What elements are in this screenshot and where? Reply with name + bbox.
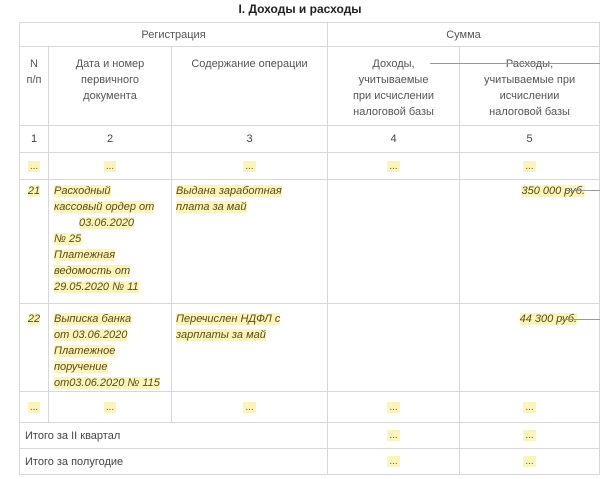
col-number: 4	[328, 126, 460, 153]
ellipsis: ...	[245, 160, 254, 172]
col-content-header: Содержание операции	[172, 47, 328, 126]
ellipsis-row	[20, 392, 600, 423]
ellipsis: ...	[389, 401, 398, 413]
ellipsis: ...	[389, 430, 398, 441]
ellipsis: ...	[245, 401, 254, 413]
col-num-header: N п/п	[20, 47, 49, 126]
table-row	[20, 304, 600, 392]
income-cell	[328, 180, 460, 304]
row-number: 22	[27, 313, 41, 325]
ellipsis-row	[20, 153, 600, 180]
total-label: Итого за II квартал	[20, 423, 328, 449]
operation-content-cell: Перечислен НДФЛ с зарплаты за май	[172, 304, 328, 392]
ellipsis: ...	[525, 401, 534, 413]
col-number: 3	[172, 126, 328, 153]
operation-content-cell: Выдана заработная плата за май	[172, 180, 328, 304]
col-expense-header: Расходы, учитываемые при исчислении налоговой базы	[460, 47, 600, 126]
income-cell	[328, 304, 460, 392]
ellipsis: ...	[29, 401, 39, 413]
column-number-row	[20, 126, 600, 153]
ellipsis: ...	[389, 160, 398, 172]
table-row	[20, 180, 600, 304]
income-expense-table	[19, 22, 600, 475]
col-income-header: Доходы, учитываемые при исчислении налоговой базы	[328, 47, 460, 126]
ellipsis: ...	[525, 160, 534, 172]
ellipsis: ...	[525, 430, 534, 441]
ellipsis: ...	[29, 160, 39, 172]
ellipsis: ...	[105, 401, 115, 413]
document-cell: Выписка банка от 03.06.2020 Платежное поручение от03.06.2020 № 115	[49, 304, 172, 392]
registration-header: Регистрация	[20, 23, 328, 47]
expense-amount: 350 000 руб.	[521, 185, 586, 197]
document-cell: Расходный кассовый ордер от 03.06.2020 № 25 Платежная ведомость от 29.05.2020 № 11	[49, 180, 172, 304]
leader-line	[560, 319, 600, 320]
leader-line	[566, 190, 600, 191]
col-number: 5	[460, 126, 600, 153]
ellipsis: ...	[525, 456, 534, 467]
row-number: 21	[27, 185, 41, 197]
leader-line	[430, 63, 600, 64]
col-number: 1	[20, 126, 49, 153]
total-row	[20, 449, 600, 475]
ellipsis: ...	[105, 160, 115, 172]
expense-amount: 44 300 руб.	[519, 313, 578, 325]
section-title: I. Доходы и расходы	[238, 2, 362, 16]
col-number: 2	[49, 126, 172, 153]
col-date-header: Дата и номер первичного документа	[49, 47, 172, 126]
total-label: Итого за полугодие	[20, 449, 328, 475]
ellipsis: ...	[389, 456, 398, 467]
sum-header: Сумма	[328, 23, 600, 47]
total-row	[20, 423, 600, 449]
